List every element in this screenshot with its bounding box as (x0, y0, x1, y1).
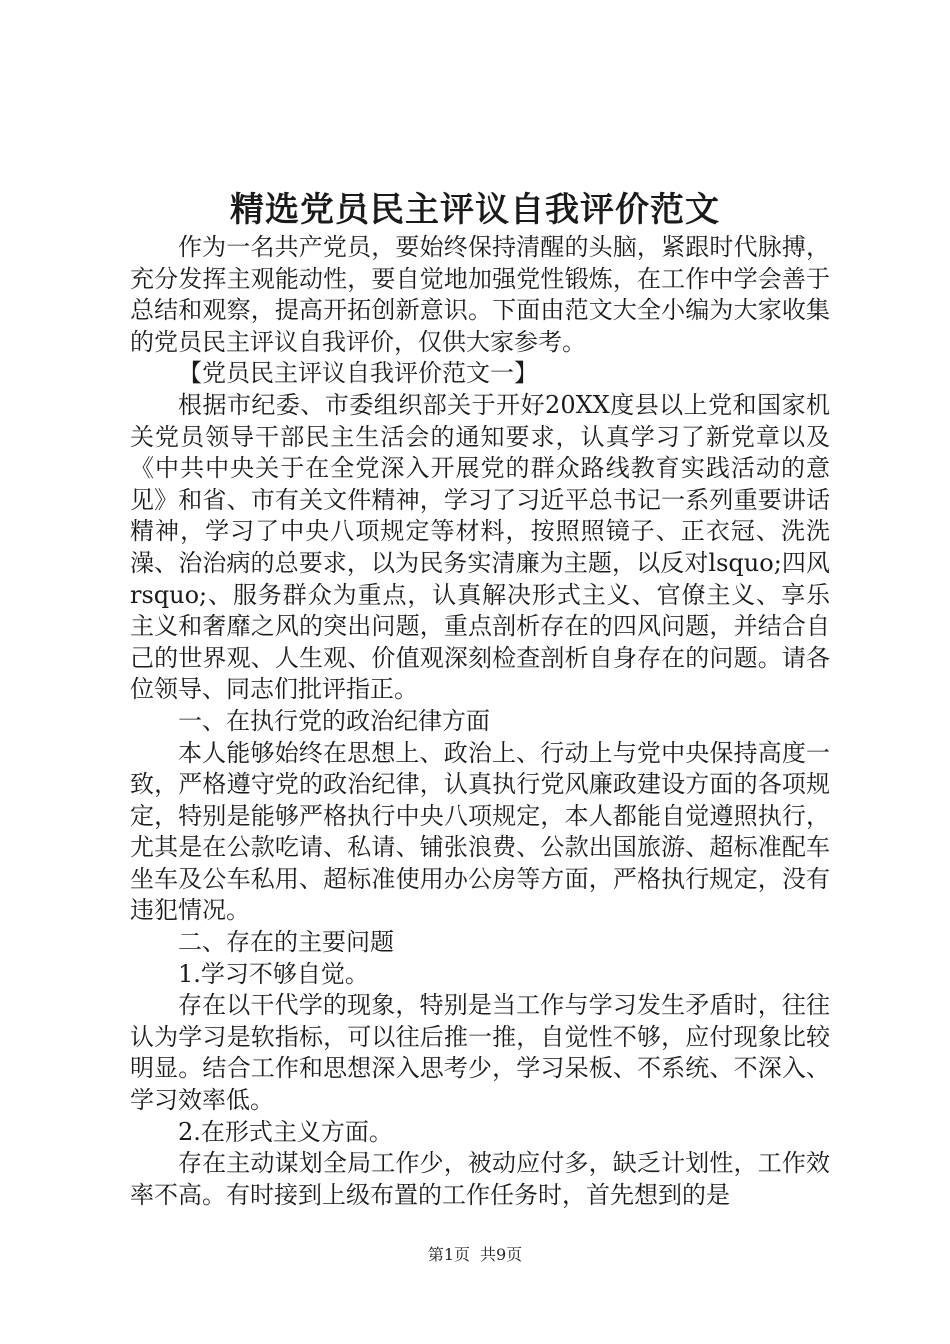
section-heading-political-discipline: 一、在执行党的政治纪律方面 (178, 706, 490, 735)
page-total: 共9页 (480, 1245, 523, 1264)
section-heading-sample-one: 【党员民主评议自我评价范文一】 (178, 359, 538, 388)
body-paragraph: 本人能够始终在思想上、政治上、行动上与党中央保持高度一致，严格遵守党的政治纪律，认真执行党风廉政建设方面的各项规定，特别是能够严格执行中央八项规定，本人都能自觉遵照执行，尤其是在公款吃请、私请、铺张浪费、公款出国旅游、超标准配车坐车及公车私用、超标准使用办公房等方面，严格执行规定，没有违犯情况。 (130, 738, 830, 925)
body-paragraph: 存在以干代学的现象，特别是当工作与学习发生矛盾时，往往认为学习是软指标，可以往后推一推，自觉性不够，应付现象比较明显。结合工作和思想深入思考少，学习呆板、不系统、不深入、学习效率低。 (130, 991, 830, 1115)
page-number: 第1页 (427, 1245, 470, 1264)
subheading-formalism: 2.在形式主义方面。 (178, 1117, 393, 1146)
intro-paragraph: 作为一名共产党员，要始终保持清醒的头脑，紧跟时代脉搏，充分发挥主观能动性，要自觉地加强党性锻炼，在工作中学会善于总结和观察，提高开拓创新意识。下面由范文大全小编为大家收集的党员民主评议自我评价，仅供大家参考。 (130, 233, 830, 356)
section-heading-main-problems: 二、存在的主要问题 (178, 928, 394, 957)
document-body (130, 232, 830, 1211)
subheading-study: 1.学习不够自觉。 (178, 959, 369, 988)
document-title: 精选党员民主评议自我评价范文 (230, 190, 720, 230)
page-footer (0, 1243, 950, 1267)
body-paragraph: 根据市纪委、市委组织部关于开好20XX度县以上党和国家机关党员领导干部民主生活会的通知要求，认真学习了新党章以及《中共中央关于在全党深入开展党的群众路线教育实践活动的意见》和省、市有关文件精神，学习了习近平总书记一系列重要讲话精神，学习了中央八项规定等材料，按照照镜子、正衣冠、洗洗澡、治治病的总要求，以为民务实清廉为主题，以反对lsquo;四风rsquo;、服务群众为重点，认真解决形式主义、官僚主义、享乐主义和奢靡之风的突出问题，重点剖析存在的四风问题，并结合自己的世界观、人生观、价值观深刻检查剖析自身存在的问题。请各位领导、同志们批评指正。 (130, 390, 830, 704)
body-paragraph: 存在主动谋划全局工作少，被动应付多，缺乏计划性，工作效率不高。有时接到上级布置的工作任务时，首先想到的是 (130, 1149, 830, 1209)
